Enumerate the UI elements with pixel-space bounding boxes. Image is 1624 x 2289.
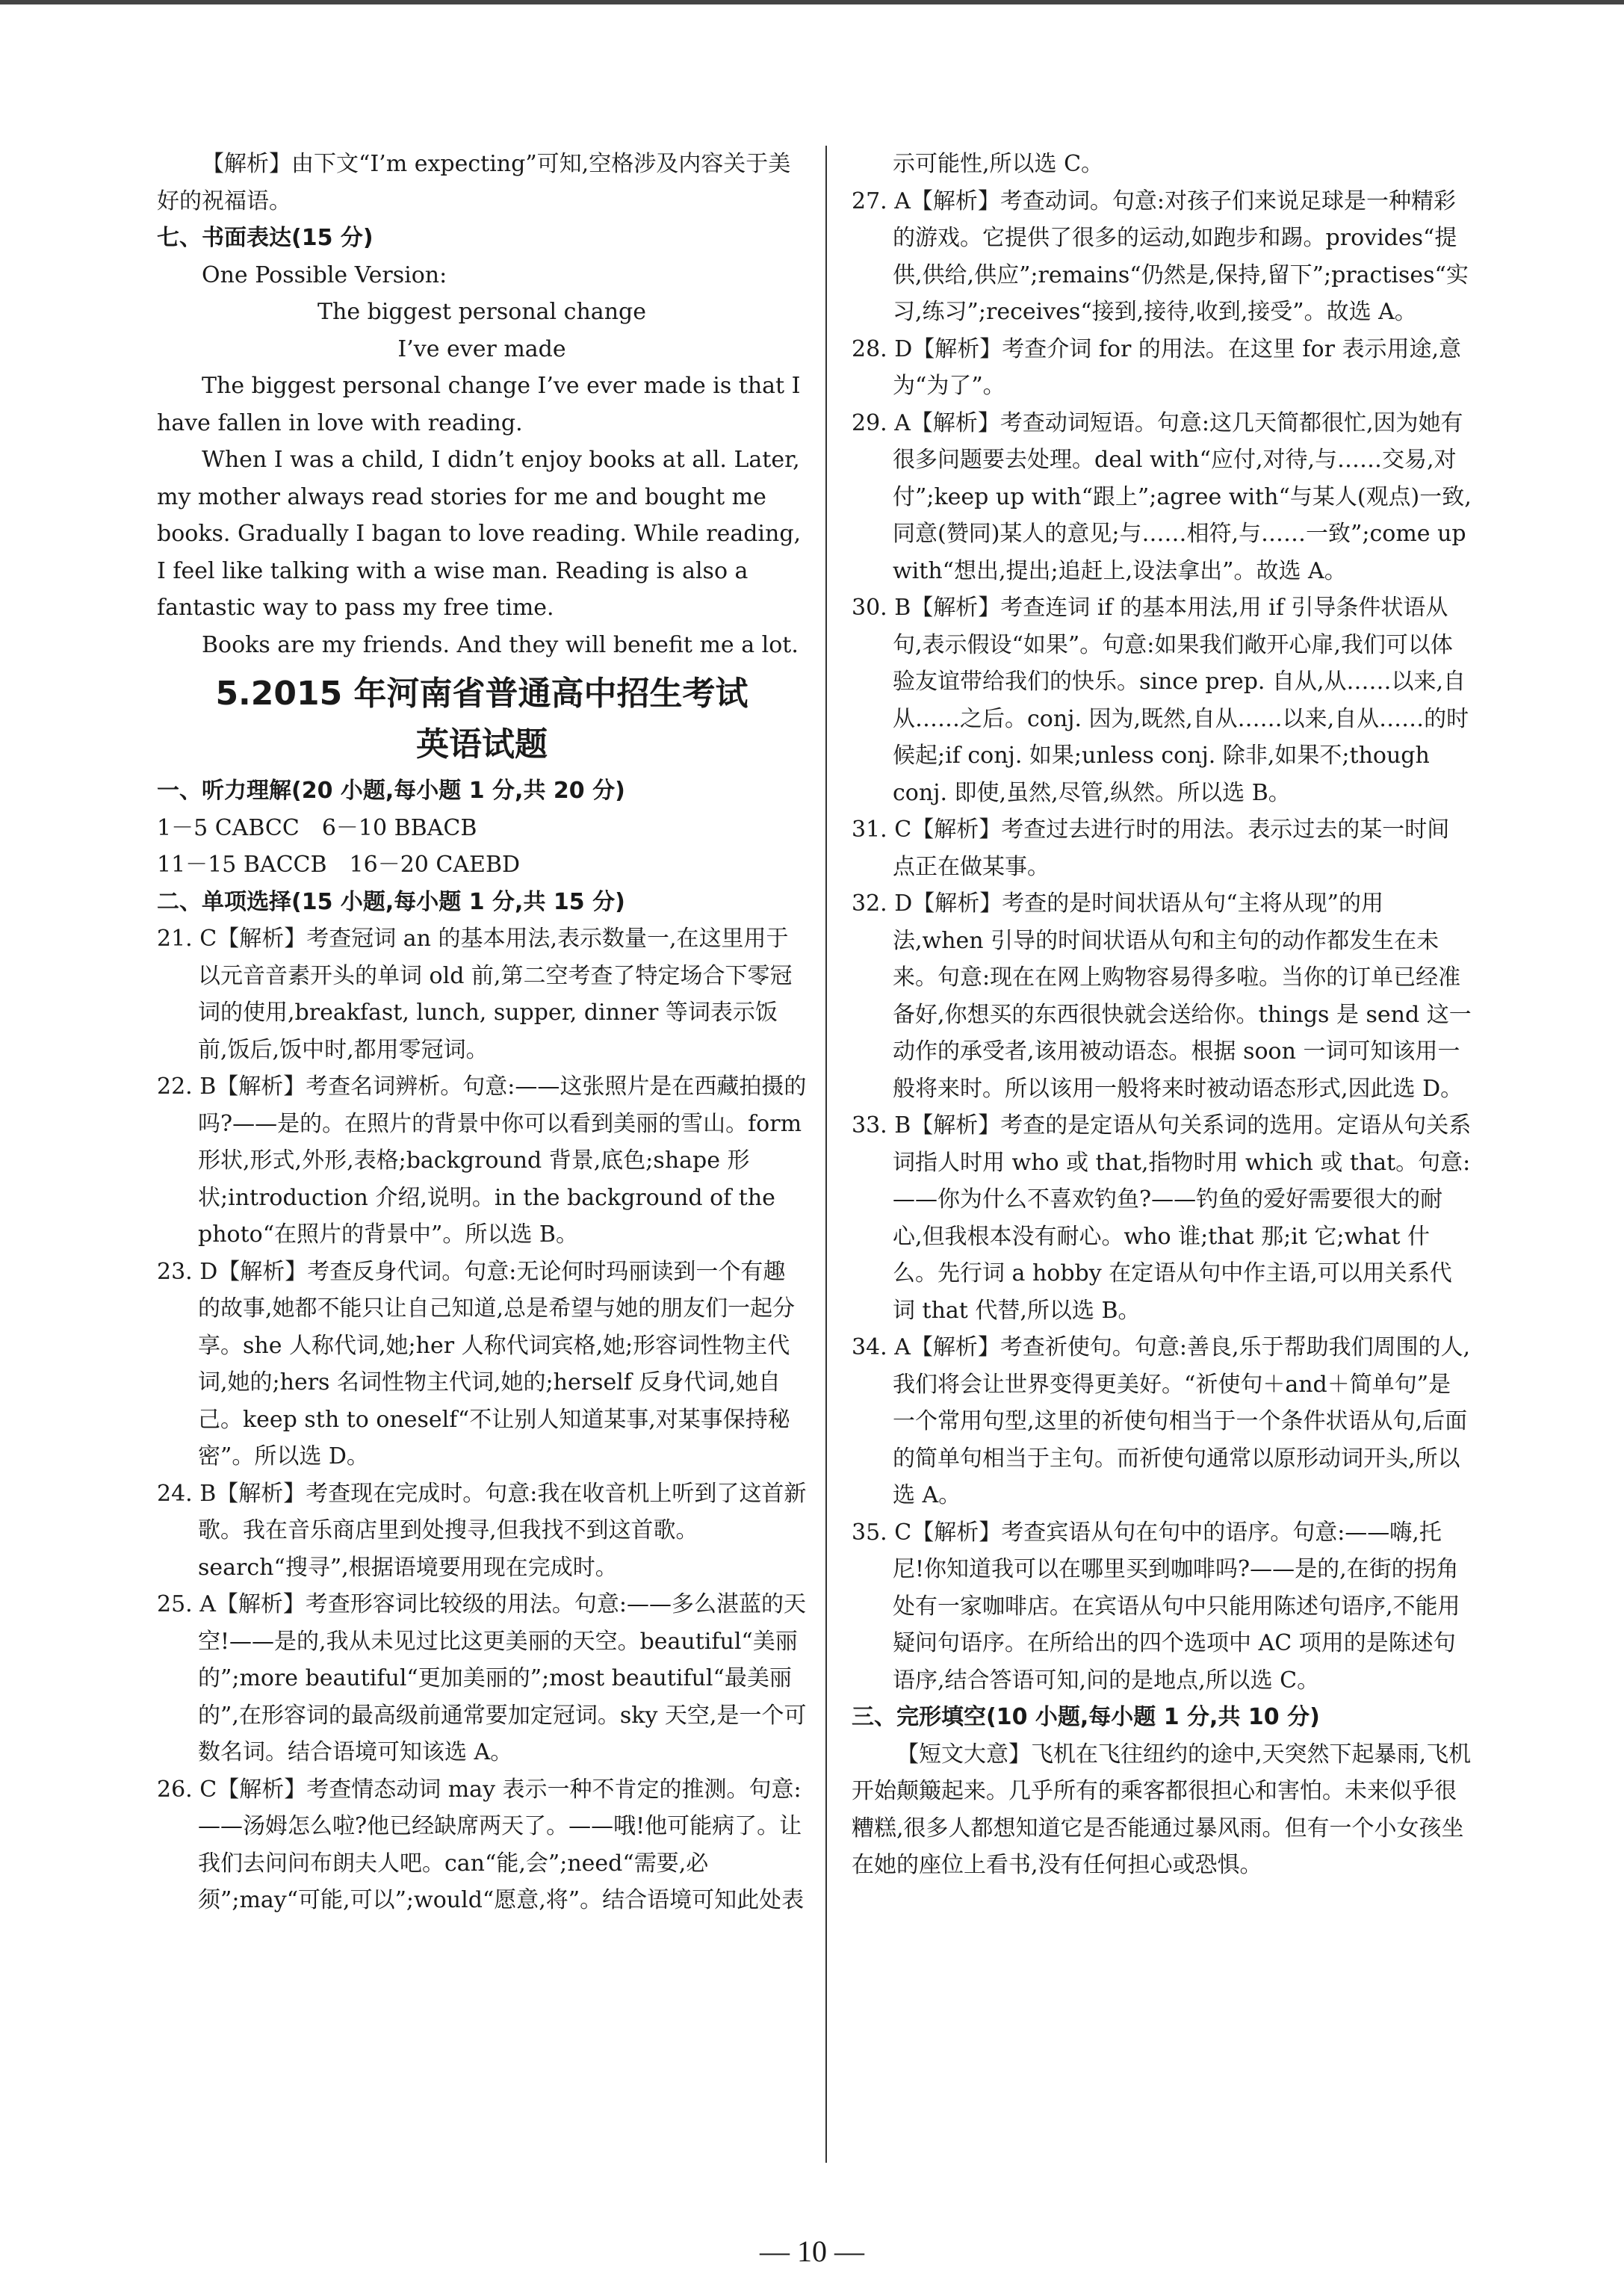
answer-item-24: 24. B【解析】考查现在完成时。句意:我在收音机上听到了这首新歌。我在音乐商店里到处搜寻,但我找不到这首歌。search“搜寻”,根据语境要用现在完成时。 bbox=[157, 1480, 807, 1581]
item-26-continuation: 示可能性,所以选 C。 bbox=[893, 151, 1104, 177]
answer-item-31: 31. C【解析】考查过去进行时的用法。表示过去的某一时间点正在做某事。 bbox=[852, 817, 1450, 880]
essay-title-line1: The biggest personal change bbox=[317, 299, 646, 325]
answer-item-34: 34. A【解析】考查祈使句。句意:善良,乐于帮助我们周围的人,我们将会让世界变得更美好。“祈使句＋and＋简单句”是一个常用句型,这里的祈使句相当于一个条件状语从句,后面的简单句相当于主句。而祈使句通常以原形动词开头,所以选 A。 bbox=[852, 1334, 1471, 1508]
answer-item-21: 21. C【解析】考查冠词 an 的基本用法,表示数量一,在这里用于以元音音素开头的单词 old 前,第二空考查了特定场合下零冠词的使用,breakfast, lunch, supper, dinner 等词表示饭前,饭后,饭中时,都用零冠词。 bbox=[157, 926, 793, 1063]
listening-title: 一、听力理解(20 小题,每小题 1 分,共 20 分) bbox=[157, 778, 625, 804]
section-7-title: 七、书面表达(15 分) bbox=[157, 225, 374, 251]
answer-item-26: 26. C【解析】考查情态动词 may 表示一种不肯定的推测。句意:——汤姆怎么啦?他已经缺席两天了。——哦!他可能病了。让我们去问问布朗夫人吧。can“能,会”;need“需要,必须”;may“可能,可以”;would“愿意,将”。结合语境可知此处表 bbox=[157, 1776, 805, 1913]
answer-item-27: 27. A【解析】考查动词。句意:对孩子们来说足球是一种精彩的游戏。它提供了很多的运动,如跑步和踢。provides“提供,供给,供应”;remains“仍然是,保持,留下”;practises“实习,练习”;receives“接到,接待,收到,接受”。故选 A。 bbox=[852, 188, 1469, 325]
essay-paragraph: When I was a child, I didn’t enjoy books at all. Later, my mother always read stories for me and bought me books. Gradually I bagan to love reading. While reading, I feel like talking with a wise man. Reading is also a fantastic way to pass my free time. bbox=[157, 447, 802, 621]
answer-item-32: 32. D【解析】考查的是时间状语从句“主将从现”的用法,when 引导的时间状语从句和主句的动作都发生在未来。句意:现在在网上购物容易得多啦。当你的订单已经准备好,你想买的东西很快就会送给你。things 是 send 这一动作的承受者,该用被动语态。根据 soon 一词可知该用一般将来时。所以该用一般将来时被动语态形式,因此选 D。 bbox=[852, 890, 1472, 1102]
answer-item-22: 22. B【解析】考查名词辨析。句意:——这张照片是在西藏拍摄的吗?——是的。在照片的背景中你可以看到美丽的雪山。form 形状,形式,外形,表格;background 背景,底色;shape 形状;introduction 介绍,说明。in the background of the photo“在照片的背景中”。所以选 B。 bbox=[157, 1074, 807, 1248]
page-number: — 10 — bbox=[760, 2234, 864, 2268]
column-divider bbox=[825, 146, 827, 2163]
essay-title-line2: I’ve ever made bbox=[397, 335, 566, 362]
answer-item-33: 33. B【解析】考查的是定语从句关系词的选用。定语从句关系词指人时用 who 或 that,指物时用 which 或 that。句意:——你为什么不喜欢钓鱼?——钓鱼的爱好需要很大的耐心,但我根本没有耐心。who 谁;that 那;it 它;what 什么。先行词 a hobby 在定语从句中作主语,可以用关系代词 that 代替,所以选 B。 bbox=[852, 1112, 1472, 1324]
right-column bbox=[852, 146, 1472, 1884]
top-rule bbox=[0, 0, 1624, 4]
answer-item-35: 35. C【解析】考查宾语从句在句中的语序。句意:——嗨,托尼!你知道我可以在哪里买到咖啡吗?——是的,在街的拐角处有一家咖啡店。在宾语从句中只能用陈述句语序,不能用疑问句语序。在所给出的四个选项中 AC 项用的是陈述句语序,结合答语可知,问的是地点,所以选 C。 bbox=[852, 1519, 1460, 1694]
exam-heading-line1: 5.2015 年河南省普通高中招生考试 bbox=[215, 675, 749, 713]
essay-paragraph: Books are my friends. And they will benefit me a lot. bbox=[202, 631, 799, 658]
cloze-summary: 【短文大意】飞机在飞往纽约的途中,天突然下起暴雨,飞机开始颠簸起来。几乎所有的乘客都很担心和害怕。未来似乎很糟糕,很多人都想知道它是否能通过暴风雨。但有一个小女孩坐在她的座位上看书,没有任何担心或恐惧。 bbox=[852, 1741, 1472, 1878]
answer-item-30: 30. B【解析】考查连词 if 的基本用法,用 if 引导条件状语从句,表示假设“如果”。句意:如果我们敞开心扉,我们可以体验友谊带给我们的快乐。since prep. 自从,从……以来,自从……之后。conj. 因为,既然,自从……以来,自从……的时候起;if conj. 如果;unless conj. 除非,如果不;though conj. 即使,虽然,尽管,纵然。所以选 B。 bbox=[852, 595, 1469, 806]
essay-paragraph: The biggest personal change I’ve ever made is that I have fallen in love with reading. bbox=[157, 373, 801, 436]
single-choice-title: 二、单项选择(15 小题,每小题 1 分,共 15 分) bbox=[157, 888, 625, 915]
answer-item-29: 29. A【解析】考查动词短语。句意:这几天简都很忙,因为她有很多问题要去处理。deal with“应付,对待,与……交易,对付”;keep up with“跟上”;agree with“与某人(观点)一致,同意(赞同)某人的意见;与……相符,与……一致”;come up with“想出,提出;追赶上,设法拿出”。故选 A。 bbox=[852, 409, 1472, 584]
answer-item-28: 28. D【解析】考查介词 for 的用法。在这里 for 表示用途,意为“为了”。 bbox=[852, 335, 1461, 399]
answer-item-25: 25. A【解析】考查形容词比较级的用法。句意:——多么湛蓝的天空!——是的,我从未见过比这更美丽的天空。beautiful“美丽的”;more beautiful“更加美丽的”;most beautiful“最美丽的”,在形容词的最高级前通常要加定冠词。sky 天空,是一个可数名词。结合语境可知该选 A。 bbox=[157, 1591, 807, 1765]
intro-jiexi: 【解析】由下文“I’m expecting”可知,空格涉及内容关于美好的祝福语。 bbox=[157, 151, 791, 214]
answer-item-23: 23. D【解析】考查反身代词。句意:无论何时玛丽读到一个有趣的故事,她都不能只让自己知道,总是希望与她的朋友们一起分享。she 人称代词,她;her 人称代词宾格,她;形容词性物主代词,她的;hers 名词性物主代词,她的;herself 反身代词,她自己。keep sth to oneself“不让别人知道某事,对某事保持秘密”。所以选 D。 bbox=[157, 1258, 796, 1469]
essay-label: One Possible Version: bbox=[202, 261, 447, 288]
listening-answers-1: 1－5 CABCC 6－10 BBACB bbox=[157, 814, 477, 841]
cloze-title: 三、完形填空(10 小题,每小题 1 分,共 10 分) bbox=[852, 1704, 1320, 1730]
listening-answers-2: 11－15 BACCB 16－20 CAEBD bbox=[157, 852, 521, 878]
left-column bbox=[157, 146, 807, 1919]
exam-heading-line2: 英语试题 bbox=[416, 725, 548, 763]
